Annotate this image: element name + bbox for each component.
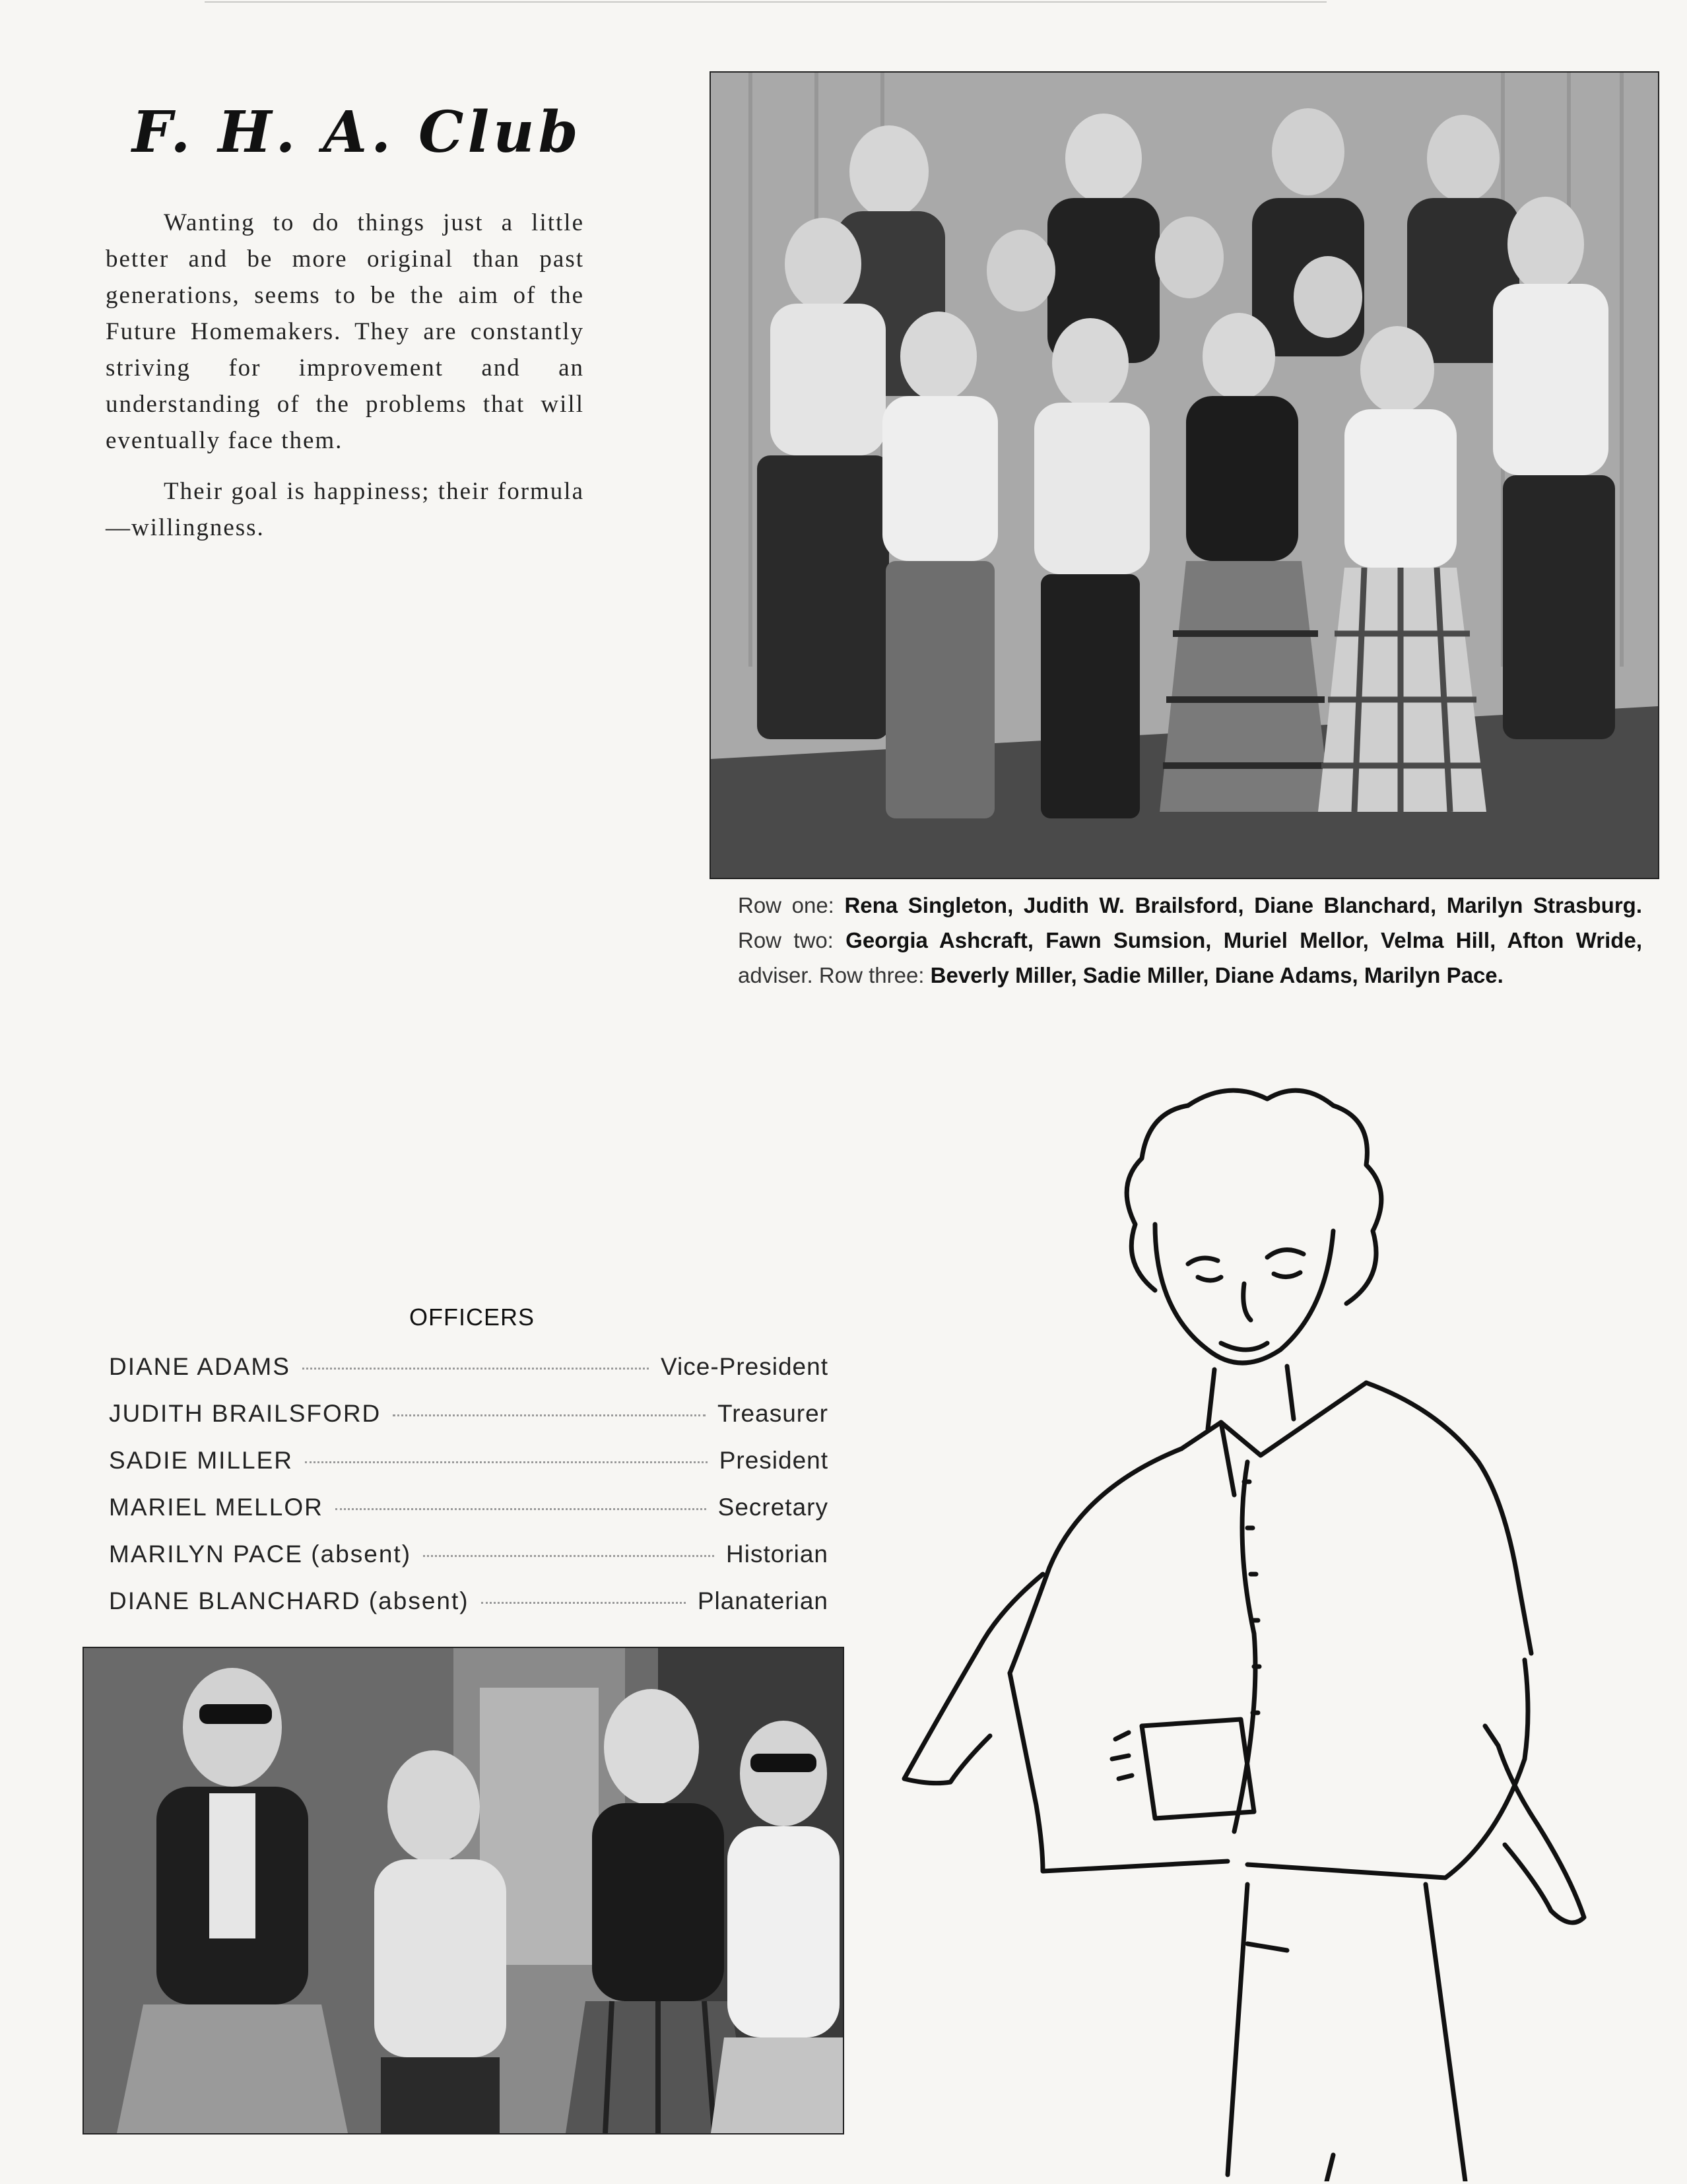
intro-text [106, 205, 584, 560]
officer-list [109, 1353, 828, 1634]
intro-paragraph: Wanting to do things just a little better and be more original than past generations, seems to be the aim of the Future Homemakers. They are constantly striving for improvement and an understanding of the problems that will eventually face them. [106, 209, 584, 454]
group-photo [710, 71, 1659, 879]
officer-role: Planaterian [697, 1587, 828, 1614]
officer-row [109, 1494, 828, 1540]
caption-row-names: Beverly Miller, Sadie Miller, Diane Adams, Marilyn Pace. [930, 963, 1504, 987]
caption-row-suffix: adviser. [738, 963, 813, 987]
caption-row-names: Georgia Ashcraft, Fawn Sumsion, Muriel Mellor, Velma Hill, Afton Wride, [845, 928, 1642, 952]
officer-role: Secretary [717, 1494, 828, 1521]
caption-row-label: Row three: [818, 963, 925, 987]
officer-row [109, 1540, 828, 1587]
officer-name: MARILYN PACE (absent) [109, 1540, 412, 1568]
officer-role: Vice-President [661, 1353, 828, 1380]
officer-name: DIANE BLANCHARD (absent) [109, 1587, 469, 1614]
group-photo-image [711, 73, 1658, 878]
officers-heading: OFFICERS [409, 1304, 535, 1331]
caption-row-names: Rena Singleton, Judith W. Brailsford, Diane Blanchard, Marilyn Strasburg. [844, 893, 1642, 917]
page-title: F. H. A. Club [132, 99, 582, 166]
intro-paragraph: Their goal is happiness; their formula—willingness. [106, 478, 584, 541]
officer-role: President [719, 1447, 828, 1474]
officer-name: MARIEL MELLOR [109, 1494, 323, 1521]
dot-leader [423, 1555, 714, 1557]
officer-name: DIANE ADAMS [109, 1353, 290, 1380]
top-rule [205, 1, 1327, 3]
dot-leader [335, 1508, 706, 1510]
group-photo-caption [738, 888, 1642, 993]
officer-row [109, 1447, 828, 1494]
dot-leader [393, 1414, 706, 1416]
officer-role: Treasurer [717, 1400, 828, 1427]
officers-photo-image [84, 1648, 843, 2133]
fashion-sketch-illustration [878, 1066, 1687, 2181]
officer-name: JUDITH BRAILSFORD [109, 1400, 381, 1427]
fashion-sketch [878, 1066, 1687, 2181]
dot-leader [302, 1368, 649, 1370]
officer-row [109, 1587, 828, 1634]
officers-photo [83, 1647, 844, 2134]
officer-row [109, 1400, 828, 1447]
officer-row [109, 1353, 828, 1400]
officer-name: SADIE MILLER [109, 1447, 293, 1474]
dot-leader [305, 1461, 708, 1463]
dot-leader [481, 1602, 686, 1604]
caption-row-label: Row one: [738, 893, 834, 917]
caption-row-label: Row two: [738, 928, 834, 952]
officer-role: Historian [726, 1540, 828, 1568]
